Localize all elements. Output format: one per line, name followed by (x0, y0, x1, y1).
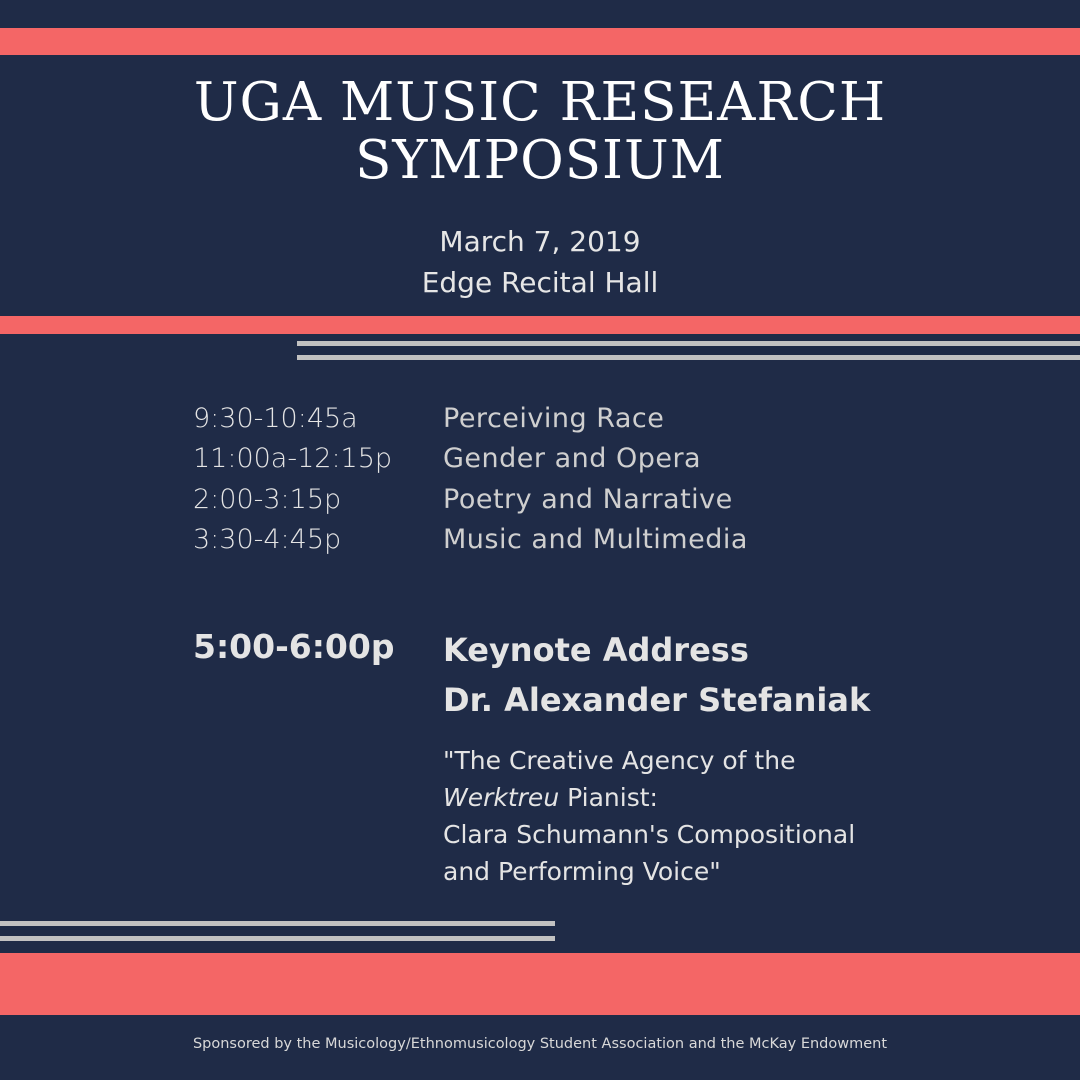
session-time: 2:00-3:15p (193, 484, 342, 515)
middle-accent-stripe (0, 316, 1080, 334)
talk-italic-term: Werktreu (443, 783, 560, 812)
keynote-label: Keynote Address (443, 631, 749, 669)
talk-line-1: "The Creative Agency of the (443, 746, 796, 775)
top-accent-stripe (0, 28, 1080, 55)
session-time: 3:30-4:45p (193, 524, 342, 555)
keynote-time: 5:00-6:00p (193, 627, 395, 666)
talk-line-2 (443, 779, 1063, 816)
keynote-talk-title (443, 742, 1063, 890)
title-line-1: UGA MUSIC RESEARCH (193, 72, 887, 133)
talk-line-4: and Performing Voice" (443, 857, 721, 886)
upper-divider-line-1 (297, 341, 1080, 346)
sponsor-footer: Sponsored by the Musicology/Ethnomusicology Student Association and the McKay Endowment (192, 1036, 888, 1052)
schedule-row (0, 399, 1080, 439)
talk-line-2-rest: Pianist: (559, 783, 658, 812)
talk-line-3: Clara Schumann's Compositional (443, 820, 856, 849)
session-title: Gender and Opera (443, 443, 702, 474)
session-title: Poetry and Narrative (443, 484, 733, 515)
page-title (0, 74, 1080, 190)
lower-divider-line-1 (0, 921, 555, 926)
title-line-2: SYMPOSIUM (355, 130, 725, 191)
event-venue: Edge Recital Hall (421, 266, 659, 299)
session-title: Perceiving Race (443, 403, 665, 434)
lower-divider-line-2 (0, 936, 555, 941)
session-time: 11:00a-12:15p (193, 443, 393, 474)
bottom-accent-band (0, 953, 1080, 1015)
schedule-row (0, 520, 1080, 560)
session-title: Music and Multimedia (443, 524, 748, 555)
keynote-speaker: Dr. Alexander Stefaniak (443, 681, 871, 719)
schedule-row (0, 480, 1080, 520)
schedule-row (0, 439, 1080, 479)
session-time: 9:30-10:45a (193, 403, 358, 434)
keynote-heading (443, 625, 870, 725)
event-info (0, 221, 1080, 303)
upper-divider-line-2 (297, 355, 1080, 360)
event-date: March 7, 2019 (439, 225, 641, 258)
